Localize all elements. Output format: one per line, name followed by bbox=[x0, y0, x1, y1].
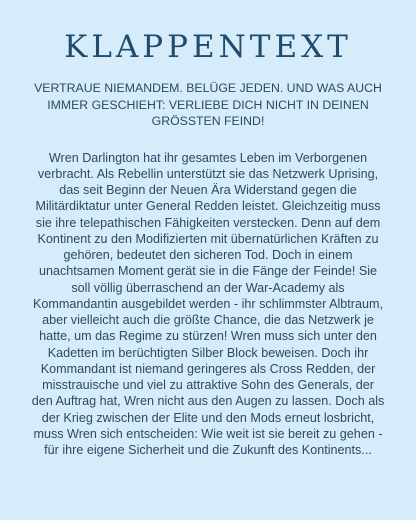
blurb-text: Wren Darlington hat ihr gesamtes Leben im Verborgenen verbracht. Als Rebellin unterstützt sie das Netzwerk Uprising, das seit Beginn der Neuen Ära Widerstand gegen die Militärdiktatur unter General Redden leistet. Gleichzeitig muss sie ihre telepathischen Fähigkeiten verstecken. Denn auf dem Kontinent zu den Modifizierten mit übernatürlichen Kräften zu gehören, bedeutet den sicheren Tod. Doch in einem unachtsamen Moment gerät sie in die Fänge der Feinde! Sie soll völlig überraschend an der War-Academy als Kommandantin ausgebildet werden - ihr schlimmster Albtraum, aber vielleicht auch die größte Chance, die das Netzwerk je hatte, um das Regime zu stürzen! Wren muss sich unter den Kadetten im berüchtigten Silber Block beweisen. Doch ihr Kommandant ist niemand geringeres als Cross Redden, der misstrauische und viel zu attraktive Sohn des Generals, der den Auftrag hat, Wren nicht aus den Augen zu lassen. Doch als der Krieg zwischen der Elite und den Mods erneut losbricht, muss Wren sich entscheiden: Wie weit ist sie bereit zu gehen - für ihre eigene Sicherheit und die Zukunft des Kontinents... bbox=[31, 150, 385, 457]
page-title: KLAPPENTEXT bbox=[64, 29, 352, 65]
tagline: VERTRAUE NIEMANDEM. BELÜGE JEDEN. UND WAS AUCH IMMER GESCHIEHT: VERLIEBE DICH NICHT IN DEINEN GRÖSSTEN FEIND! bbox=[34, 81, 382, 128]
